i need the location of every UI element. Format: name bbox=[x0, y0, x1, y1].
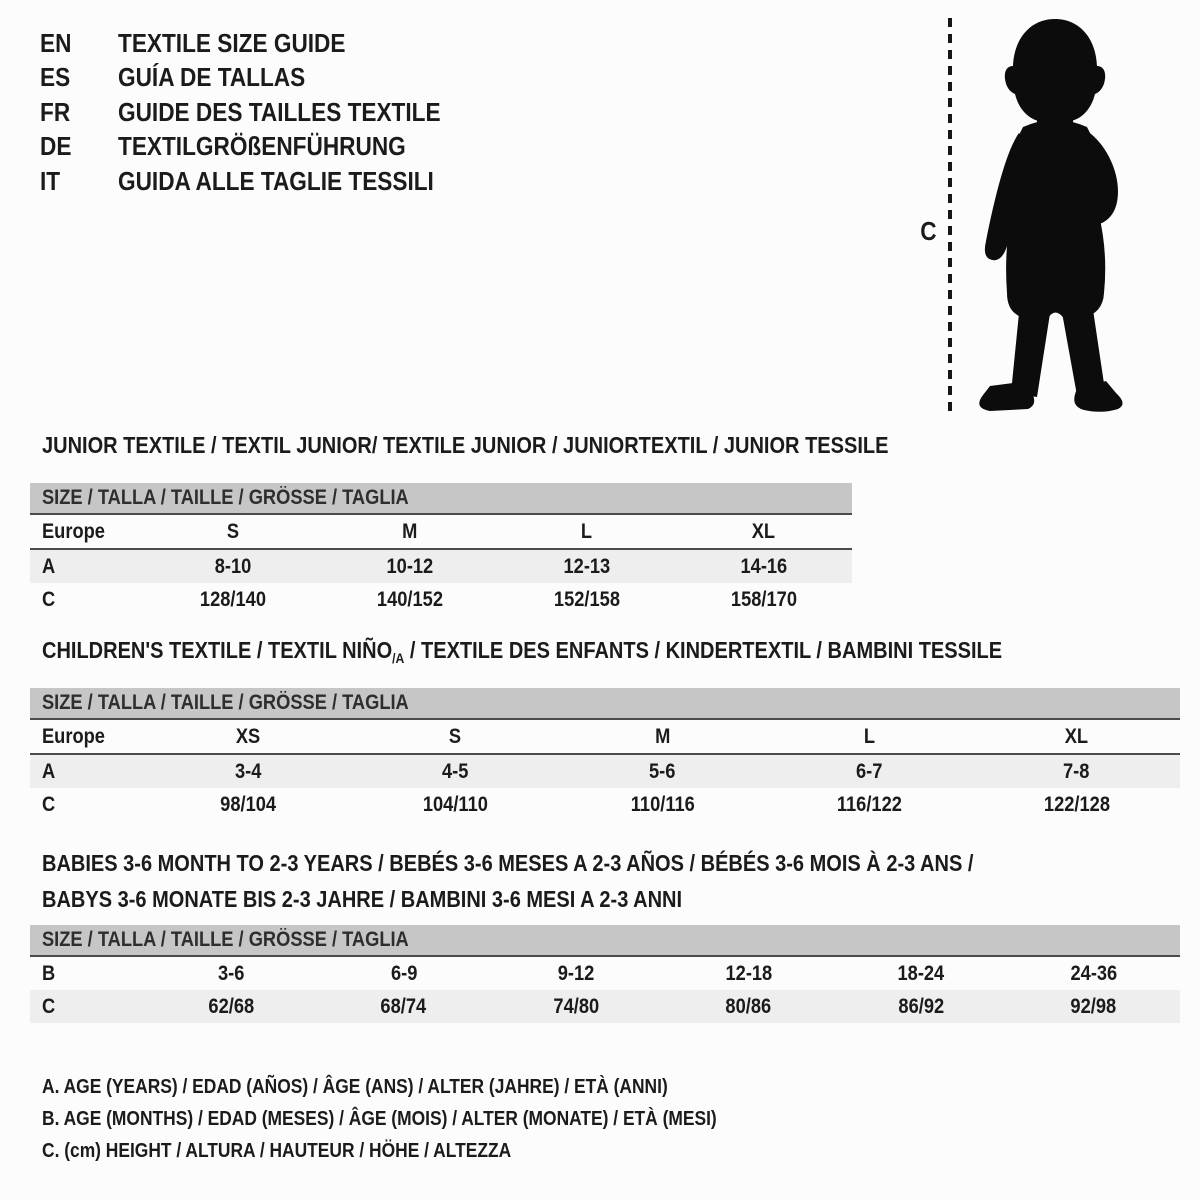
children-size-header-bar bbox=[30, 688, 1180, 718]
language-title: TEXTILGRÖßENFÜHRUNG bbox=[118, 131, 406, 162]
junior-size-header-bar bbox=[30, 483, 852, 513]
children-heading-sub: /A bbox=[392, 650, 405, 666]
language-row bbox=[40, 130, 489, 165]
row-label: C bbox=[42, 994, 56, 1018]
language-code: ES bbox=[40, 62, 71, 93]
table-row bbox=[30, 788, 1180, 821]
age-value: 3-4 bbox=[235, 759, 262, 783]
height-value: 104/110 bbox=[422, 792, 489, 816]
age-value: 9-12 bbox=[557, 961, 595, 985]
toddler-silhouette-icon bbox=[965, 15, 1140, 415]
language-row bbox=[40, 61, 489, 96]
legend-height-cm: C. (cm) HEIGHT / ALTURA / HAUTEUR / HÖHE / ALTEZZA bbox=[42, 1139, 512, 1162]
age-value: 7-8 bbox=[1063, 759, 1090, 783]
table-row bbox=[30, 583, 852, 616]
height-value: 98/104 bbox=[220, 792, 277, 816]
height-value: 62/68 bbox=[208, 994, 255, 1018]
language-row bbox=[40, 95, 489, 130]
size-header-label: SIZE / TALLA / TAILLE / GRÖSSE / TAGLIA bbox=[42, 486, 409, 509]
size-value: M bbox=[402, 519, 418, 543]
children-section-heading bbox=[42, 637, 1002, 666]
height-value: 80/86 bbox=[725, 994, 772, 1018]
age-value: 10-12 bbox=[386, 554, 434, 578]
height-dashed-line bbox=[948, 18, 952, 415]
row-label: B bbox=[42, 961, 56, 985]
measurement-legend bbox=[42, 1071, 818, 1167]
size-value: L bbox=[581, 519, 593, 543]
row-label: Europe bbox=[42, 724, 105, 748]
age-value: 6-9 bbox=[390, 961, 417, 985]
language-code: FR bbox=[40, 96, 71, 127]
language-code: DE bbox=[40, 131, 72, 162]
height-value: 140/152 bbox=[377, 587, 444, 611]
size-value: S bbox=[227, 519, 240, 543]
table-row bbox=[30, 990, 1180, 1023]
language-code: IT bbox=[40, 165, 61, 196]
size-value: XL bbox=[1064, 724, 1089, 748]
age-value: 14-16 bbox=[740, 554, 787, 578]
size-header-label: SIZE / TALLA / TAILLE / GRÖSSE / TAGLIA bbox=[42, 928, 409, 951]
row-label: A bbox=[42, 554, 56, 578]
age-value: 3-6 bbox=[218, 961, 245, 985]
language-title: TEXTILE SIZE GUIDE bbox=[118, 27, 346, 58]
size-value: M bbox=[654, 724, 671, 748]
age-value: 12-18 bbox=[725, 961, 773, 985]
table-row bbox=[30, 550, 852, 583]
age-value: 5-6 bbox=[649, 759, 676, 783]
size-value: XS bbox=[236, 724, 261, 748]
language-title: GUIDA ALLE TAGLIE TESSILI bbox=[118, 165, 434, 196]
age-value: 8-10 bbox=[215, 554, 252, 578]
age-value: 18-24 bbox=[897, 961, 945, 985]
babies-heading-line2: BABYS 3-6 MONATE BIS 2-3 JAHRE / BAMBINI 3-6 MESI A 2-3 ANNI bbox=[42, 885, 683, 912]
height-value: 128/140 bbox=[200, 587, 267, 611]
height-value: 68/74 bbox=[380, 994, 427, 1018]
junior-size-table bbox=[30, 483, 852, 616]
language-code: EN bbox=[40, 27, 72, 58]
row-label: C bbox=[42, 587, 56, 611]
table-row bbox=[30, 755, 1180, 788]
junior-section-heading: JUNIOR TEXTILE / TEXTIL JUNIOR/ TEXTILE JUNIOR / JUNIORTEXTIL / JUNIOR TESSILE bbox=[42, 432, 889, 458]
language-row bbox=[40, 26, 489, 61]
children-heading-post: / TEXTILE DES ENFANTS / KINDERTEXTIL / BAMBINI TESSILE bbox=[404, 637, 1003, 663]
children-size-table bbox=[30, 688, 1180, 821]
children-heading-pre: CHILDREN'S TEXTILE / TEXTIL NIÑO bbox=[42, 637, 393, 663]
table-row bbox=[30, 515, 852, 548]
row-label: A bbox=[42, 759, 56, 783]
row-label: Europe bbox=[42, 519, 105, 543]
babies-heading-line1: BABIES 3-6 MONTH TO 2-3 YEARS / BEBÉS 3-6 MESES A 2-3 AÑOS / BÉBÉS 3-6 MOIS À 2-3 ANS / bbox=[42, 849, 974, 876]
language-title-list bbox=[40, 26, 489, 199]
height-value: 110/116 bbox=[630, 792, 695, 816]
language-row bbox=[40, 164, 489, 199]
size-value: S bbox=[449, 724, 462, 748]
height-value: 158/170 bbox=[730, 587, 797, 611]
height-value: 92/98 bbox=[1070, 994, 1117, 1018]
figure-measure-label: C bbox=[919, 216, 937, 246]
height-value: 74/80 bbox=[553, 994, 600, 1018]
row-label: C bbox=[42, 792, 56, 816]
age-value: 6-7 bbox=[856, 759, 883, 783]
size-value: XL bbox=[751, 519, 776, 543]
legend-age-years: A. AGE (YEARS) / EDAD (AÑOS) / ÂGE (ANS) / ALTER (JAHRE) / ETÀ (ANNI) bbox=[42, 1075, 668, 1098]
height-value: 122/128 bbox=[1043, 792, 1110, 816]
size-value: L bbox=[863, 724, 876, 748]
height-value: 86/92 bbox=[898, 994, 945, 1018]
age-value: 24-36 bbox=[1070, 961, 1118, 985]
language-title: GUIDE DES TAILLES TEXTILE bbox=[118, 96, 441, 127]
age-value: 12-13 bbox=[563, 554, 611, 578]
babies-size-table bbox=[30, 925, 1180, 1023]
legend-age-months: B. AGE (MONTHS) / EDAD (MESES) / ÂGE (MOIS) / ALTER (MONATE) / ETÀ (MESI) bbox=[42, 1107, 717, 1130]
babies-size-header-bar bbox=[30, 925, 1180, 955]
size-header-label: SIZE / TALLA / TAILLE / GRÖSSE / TAGLIA bbox=[42, 691, 409, 714]
height-value: 152/158 bbox=[553, 587, 620, 611]
language-title: GUÍA DE TALLAS bbox=[118, 62, 306, 93]
table-row bbox=[30, 957, 1180, 990]
age-value: 4-5 bbox=[442, 759, 469, 783]
table-row bbox=[30, 720, 1180, 753]
height-value: 116/122 bbox=[836, 792, 903, 816]
